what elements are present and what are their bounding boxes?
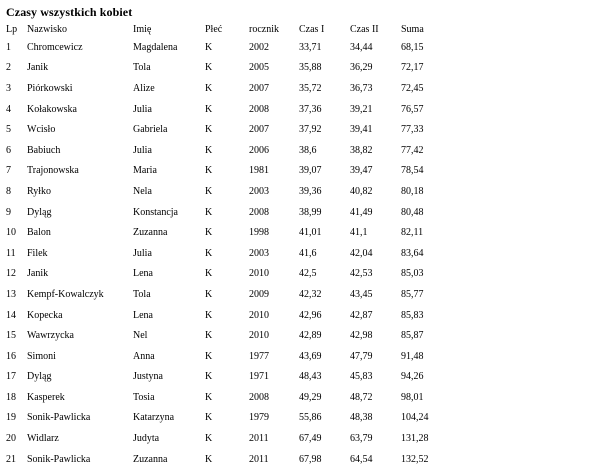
cell-rocznik: 2009 <box>249 288 269 300</box>
cell-suma: 131,28 <box>401 433 429 445</box>
cell-czas-1: 43,69 <box>299 350 322 362</box>
cell-imie: Julia <box>133 247 152 259</box>
cell-plec: K <box>205 247 213 259</box>
cell-czas-2: 41,49 <box>350 206 373 218</box>
table-body <box>6 37 446 469</box>
cell-czas-1: 35,88 <box>299 62 322 74</box>
column-header-lp: Lp <box>6 23 18 35</box>
table-row <box>6 449 446 469</box>
cell-suma: 72,45 <box>401 82 424 94</box>
cell-lp: 8 <box>6 185 11 197</box>
cell-lp: 10 <box>6 227 16 239</box>
cell-imie: Julia <box>133 103 152 115</box>
table-header <box>6 21 446 37</box>
cell-czas-2: 42,53 <box>350 268 373 280</box>
cell-lp: 3 <box>6 82 11 94</box>
cell-imie: Zuzanna <box>133 453 168 465</box>
cell-rocznik: 2003 <box>249 247 269 259</box>
cell-lp: 6 <box>6 144 11 156</box>
column-header-rocznik: rocznik <box>249 23 279 35</box>
table-row <box>6 58 446 79</box>
cell-czas-1: 33,71 <box>299 41 322 53</box>
cell-czas-2: 34,44 <box>350 41 373 53</box>
table-row <box>6 284 446 305</box>
cell-nazwisko: Babiuch <box>27 144 61 156</box>
table-row <box>6 119 446 140</box>
cell-czas-1: 41,6 <box>299 247 317 259</box>
cell-czas-2: 45,83 <box>350 371 373 383</box>
cell-lp: 20 <box>6 433 16 445</box>
table-row <box>6 78 446 99</box>
cell-imie: Konstancja <box>133 206 178 218</box>
cell-plec: K <box>205 206 213 218</box>
results-table <box>6 21 446 469</box>
cell-suma: 91,48 <box>401 350 424 362</box>
table-row <box>6 140 446 161</box>
cell-czas-1: 41,01 <box>299 227 322 239</box>
table-row <box>6 346 446 367</box>
cell-nazwisko: Kempf-Kowalczyk <box>27 288 104 300</box>
cell-czas-2: 63,79 <box>350 433 373 445</box>
cell-nazwisko: Simoni <box>27 350 56 362</box>
cell-plec: K <box>205 103 213 115</box>
cell-plec: K <box>205 268 213 280</box>
cell-czas-1: 37,36 <box>299 103 322 115</box>
cell-suma: 85,87 <box>401 330 424 342</box>
cell-imie: Zuzanna <box>133 227 168 239</box>
cell-imie: Nela <box>133 185 152 197</box>
cell-czas-1: 35,72 <box>299 82 322 94</box>
column-header-czas-1: Czas I <box>299 23 325 35</box>
cell-nazwisko: Janik <box>27 268 49 280</box>
table-row <box>6 222 446 243</box>
cell-imie: Magdalena <box>133 41 178 53</box>
cell-rocznik: 2010 <box>249 330 269 342</box>
cell-suma: 94,26 <box>401 371 424 383</box>
cell-czas-2: 38,82 <box>350 144 373 156</box>
cell-nazwisko: Chromcewicz <box>27 41 83 53</box>
cell-nazwisko: Piórkowski <box>27 82 73 94</box>
cell-rocznik: 2010 <box>249 268 269 280</box>
cell-rocznik: 1971 <box>249 371 269 383</box>
cell-czas-1: 55,86 <box>299 412 322 424</box>
cell-suma: 85,83 <box>401 309 424 321</box>
cell-imie: Julia <box>133 144 152 156</box>
cell-imie: Lena <box>133 268 153 280</box>
table-row <box>6 37 446 58</box>
cell-czas-2: 48,38 <box>350 412 373 424</box>
cell-czas-2: 42,98 <box>350 330 373 342</box>
cell-czas-1: 67,98 <box>299 453 322 465</box>
cell-suma: 80,48 <box>401 206 424 218</box>
table-row <box>6 243 446 264</box>
cell-plec: K <box>205 165 213 177</box>
cell-nazwisko: Filek <box>27 247 48 259</box>
cell-rocznik: 2007 <box>249 82 269 94</box>
cell-nazwisko: Wcisło <box>27 124 56 136</box>
cell-czas-1: 42,32 <box>299 288 322 300</box>
cell-plec: K <box>205 144 213 156</box>
cell-imie: Gabriela <box>133 124 168 136</box>
column-header-suma: Suma <box>401 23 424 35</box>
cell-czas-2: 39,47 <box>350 165 373 177</box>
cell-plec: K <box>205 412 213 424</box>
cell-imie: Katarzyna <box>133 412 175 424</box>
cell-czas-2: 43,45 <box>350 288 373 300</box>
cell-czas-2: 42,04 <box>350 247 373 259</box>
cell-rocznik: 2005 <box>249 62 269 74</box>
cell-lp: 5 <box>6 124 11 136</box>
table-row <box>6 202 446 223</box>
cell-lp: 12 <box>6 268 16 280</box>
cell-czas-1: 37,92 <box>299 124 322 136</box>
table-row <box>6 367 446 388</box>
cell-plec: K <box>205 41 213 53</box>
table-row <box>6 181 446 202</box>
cell-czas-1: 49,29 <box>299 391 322 403</box>
cell-imie: Nel <box>133 330 148 342</box>
cell-lp: 17 <box>6 371 16 383</box>
cell-lp: 4 <box>6 103 11 115</box>
cell-czas-2: 41,1 <box>350 227 368 239</box>
cell-imie: Anna <box>133 350 155 362</box>
cell-suma: 77,33 <box>401 124 424 136</box>
cell-lp: 7 <box>6 165 11 177</box>
table-row <box>6 428 446 449</box>
cell-nazwisko: Widlarz <box>27 433 59 445</box>
cell-suma: 104,24 <box>401 412 429 424</box>
cell-czas-2: 42,87 <box>350 309 373 321</box>
cell-imie: Tosia <box>133 391 155 403</box>
cell-rocznik: 2007 <box>249 124 269 136</box>
cell-suma: 132,52 <box>401 453 429 465</box>
cell-suma: 80,18 <box>401 185 424 197</box>
table-row <box>6 305 446 326</box>
cell-rocznik: 2008 <box>249 103 269 115</box>
column-header-nazwisko: Nazwisko <box>27 23 67 35</box>
cell-rocznik: 1979 <box>249 412 269 424</box>
cell-imie: Tola <box>133 62 151 74</box>
cell-rocznik: 2008 <box>249 391 269 403</box>
cell-plec: K <box>205 82 213 94</box>
cell-czas-2: 36,73 <box>350 82 373 94</box>
cell-plec: K <box>205 309 213 321</box>
cell-suma: 72,17 <box>401 62 424 74</box>
cell-nazwisko: Dyląg <box>27 371 52 383</box>
cell-nazwisko: Ryłko <box>27 185 52 197</box>
cell-plec: K <box>205 124 213 136</box>
cell-lp: 11 <box>6 247 16 259</box>
cell-czas-2: 47,79 <box>350 350 373 362</box>
cell-plec: K <box>205 453 213 465</box>
header-row <box>6 21 446 37</box>
cell-plec: K <box>205 391 213 403</box>
cell-imie: Maria <box>133 165 157 177</box>
cell-imie: Judyta <box>133 433 160 445</box>
cell-suma: 98,01 <box>401 391 424 403</box>
cell-nazwisko: Kasperek <box>27 391 65 403</box>
cell-lp: 15 <box>6 330 16 342</box>
cell-czas-1: 39,36 <box>299 185 322 197</box>
cell-plec: K <box>205 330 213 342</box>
cell-czas-2: 64,54 <box>350 453 373 465</box>
page-title: Czasy wszystkich kobiet <box>6 5 133 19</box>
cell-czas-2: 40,82 <box>350 185 373 197</box>
cell-czas-1: 67,49 <box>299 433 322 445</box>
cell-lp: 2 <box>6 62 11 74</box>
cell-imie: Justyna <box>133 371 163 383</box>
cell-lp: 13 <box>6 288 16 300</box>
cell-czas-1: 38,6 <box>299 144 317 156</box>
table-row <box>6 161 446 182</box>
cell-suma: 85,03 <box>401 268 424 280</box>
cell-czas-2: 39,21 <box>350 103 373 115</box>
cell-suma: 85,77 <box>401 288 424 300</box>
cell-suma: 76,57 <box>401 103 424 115</box>
cell-rocznik: 1981 <box>249 165 269 177</box>
cell-czas-1: 39,07 <box>299 165 322 177</box>
cell-czas-1: 42,96 <box>299 309 322 321</box>
cell-rocznik: 2011 <box>249 433 269 445</box>
table-row <box>6 408 446 429</box>
cell-nazwisko: Sonik-Pawlicka <box>27 453 91 465</box>
cell-czas-1: 42,89 <box>299 330 322 342</box>
cell-suma: 78,54 <box>401 165 424 177</box>
cell-nazwisko: Balon <box>27 227 51 239</box>
cell-nazwisko: Trajonowska <box>27 165 79 177</box>
cell-czas-1: 48,43 <box>299 371 322 383</box>
cell-rocznik: 2010 <box>249 309 269 321</box>
cell-plec: K <box>205 62 213 74</box>
table-row <box>6 325 446 346</box>
cell-nazwisko: Sonik-Pawlicka <box>27 412 91 424</box>
cell-plec: K <box>205 371 213 383</box>
column-header-plec: Płeć <box>205 23 223 35</box>
table-row <box>6 387 446 408</box>
cell-suma: 83,64 <box>401 247 424 259</box>
cell-rocznik: 2002 <box>249 41 269 53</box>
cell-rocznik: 2006 <box>249 144 269 156</box>
cell-plec: K <box>205 227 213 239</box>
cell-lp: 19 <box>6 412 16 424</box>
cell-czas-1: 42,5 <box>299 268 317 280</box>
table-row <box>6 264 446 285</box>
cell-plec: K <box>205 350 213 362</box>
cell-rocznik: 2003 <box>249 185 269 197</box>
table-row <box>6 99 446 120</box>
cell-lp: 1 <box>6 41 11 53</box>
cell-imie: Lena <box>133 309 153 321</box>
cell-nazwisko: Janik <box>27 62 49 74</box>
cell-rocznik: 2008 <box>249 206 269 218</box>
cell-lp: 21 <box>6 453 16 465</box>
cell-plec: K <box>205 185 213 197</box>
cell-lp: 18 <box>6 391 16 403</box>
cell-czas-1: 38,99 <box>299 206 322 218</box>
column-header-imie: Imię <box>133 23 152 35</box>
cell-plec: K <box>205 433 213 445</box>
cell-imie: Tola <box>133 288 151 300</box>
cell-plec: K <box>205 288 213 300</box>
cell-czas-2: 48,72 <box>350 391 373 403</box>
cell-nazwisko: Wawrzycka <box>27 330 74 342</box>
cell-nazwisko: Dyląg <box>27 206 52 218</box>
cell-rocznik: 1977 <box>249 350 269 362</box>
cell-suma: 77,42 <box>401 144 424 156</box>
cell-lp: 9 <box>6 206 11 218</box>
cell-czas-2: 39,41 <box>350 124 373 136</box>
column-header-czas-2: Czas II <box>350 23 379 35</box>
cell-rocznik: 2011 <box>249 453 269 465</box>
cell-imie: Alize <box>133 82 155 94</box>
cell-lp: 14 <box>6 309 16 321</box>
cell-suma: 68,15 <box>401 41 424 53</box>
cell-nazwisko: Kopecka <box>27 309 63 321</box>
cell-czas-2: 36,29 <box>350 62 373 74</box>
cell-nazwisko: Kołakowska <box>27 103 77 115</box>
cell-rocznik: 1998 <box>249 227 269 239</box>
cell-lp: 16 <box>6 350 16 362</box>
cell-suma: 82,11 <box>401 227 424 239</box>
